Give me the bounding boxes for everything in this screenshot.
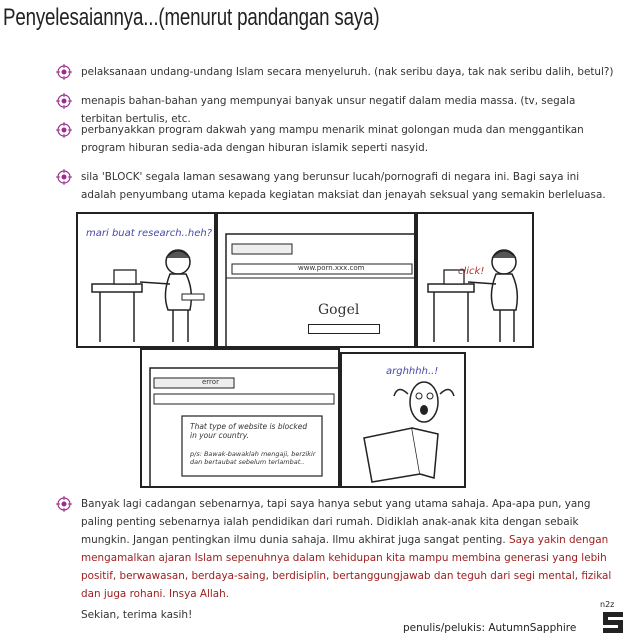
target-bullet-icon	[56, 122, 72, 138]
speech-bubble: mari buat research..heh?	[86, 228, 213, 239]
bullet-text: perbanyakkan program dakwah yang mampu menarik minat golongan muda dan menggantikan program hiburan sedia-ada dengan hiburan islamik seperti nasyid.	[81, 124, 584, 154]
bullet-text: sila 'BLOCK' segala laman sesawang yang berunsur lucah/pornografi di negara ini. Bagi saya ini adalah penyumbang utama kepada kegiatan maksiat dan jenayah seksual yang semakin berleluasa.	[81, 171, 606, 201]
speech-bubble: arghhhh..!	[386, 366, 439, 377]
person-clicking-illustration	[418, 214, 532, 346]
error-tab: error	[202, 378, 219, 386]
url-bar: www.porn.xxx.com	[298, 264, 365, 272]
sign-off: Sekian, terima kasih!	[81, 609, 193, 621]
target-bullet-icon	[56, 93, 72, 109]
page-title: Penyelesaiannya...(menurut pandangan saya)	[3, 4, 380, 31]
closing-text	[81, 495, 617, 603]
comic-panel-3	[416, 212, 534, 348]
logo-text: n2z	[600, 600, 615, 609]
author-logo-icon	[599, 598, 627, 636]
click-sound: click!	[458, 266, 485, 277]
comic-panel-4	[140, 348, 340, 488]
bullet-text: pelaksanaan undang-undang Islam secara menyeluruh. (nak seribu daya, tak nak seribu dalih, betul?)	[81, 66, 614, 78]
closing-highlight-text: Saya yakin dengan mengamalkan ajaran Islam sepenuhnya dalam kehidupan kita mampu membina generasi yang lebih positif, berwawasan, berdaya-saing, berdisiplin, bertanggungjawab dan teguh dari segi mental, fizikal dan juga rohani. Insya Allah.	[81, 534, 612, 600]
closing-plain-text: Banyak lagi cadangan sebenarnya, tapi saya hanya sebut yang utama sahaja. Apa-apa pun, yang paling penting sebenarnya ialah pendidikan dari rumah. Didiklah anak-anak kita dengan sebaik mungkin. Jangan pentingkan ilmu dunia sahaja. Ilmu akhirat juga sangat penting.	[81, 498, 591, 546]
comic-panel-2	[216, 212, 416, 348]
target-bullet-icon	[56, 169, 72, 185]
search-logo: Gogel	[318, 302, 360, 318]
bullet-text: menapis bahan-bahan yang mempunyai banyak unsur negatif dalam media massa. (tv, segala terbitan bertulis, etc.	[81, 95, 576, 125]
blocked-message: That type of website is blocked in your country.	[190, 422, 308, 440]
target-bullet-icon	[56, 496, 72, 512]
comic-panel-5	[340, 352, 466, 488]
author-credit: penulis/pelukis: AutumnSapphire	[403, 622, 577, 634]
ps-message: p/s: Bawak-bawaklah mengaji, berzikir dan bertaubat sebelum terlambat..	[190, 450, 316, 466]
search-box	[308, 324, 380, 334]
target-bullet-icon	[56, 64, 72, 80]
comic-panel-1	[76, 212, 216, 348]
